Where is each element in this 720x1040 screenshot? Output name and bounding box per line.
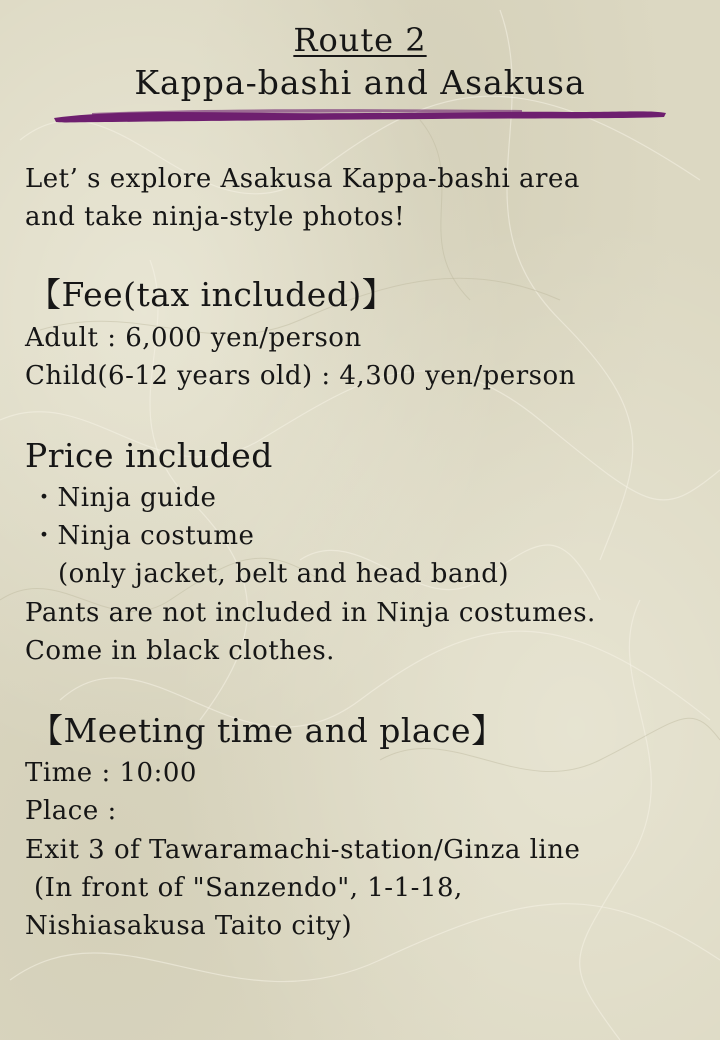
included-item-guide: ・Ninja guide — [31, 483, 217, 513]
intro-line-2: and take ninja-style photos! — [25, 202, 406, 232]
meeting-place-label: Place : — [25, 796, 117, 826]
costume-note: (only jacket, belt and head band) — [58, 559, 509, 589]
pants-note: Pants are not included in Ninja costumes. — [25, 598, 596, 628]
intro-line-1: Let’ s explore Asakusa Kappa-bashi area — [25, 164, 580, 194]
route-subtitle: Kappa-bashi and Asakusa — [134, 63, 586, 102]
title-block — [0, 20, 720, 106]
meeting-place-line-3: Nishiasakusa Taito city) — [25, 911, 353, 941]
meeting-place-line-2: (In front of "Sanzendo", 1-1-18, — [34, 873, 463, 903]
meeting-time: Time : 10:00 — [25, 758, 197, 788]
included-heading: Price included — [25, 436, 273, 475]
meeting-heading: 【Meeting time and place】 — [30, 711, 505, 750]
fee-heading: 【Fee(tax included)】 — [28, 275, 396, 314]
meeting-place-line-1: Exit 3 of Tawaramachi-station/Ginza line — [25, 835, 581, 865]
clothes-note: Come in black clothes. — [25, 636, 335, 666]
included-item-costume: ・Ninja costume — [31, 521, 255, 551]
route-title: Route 2 — [293, 21, 427, 59]
fee-child: Child(6-12 years old) : 4,300 yen/person — [25, 361, 576, 391]
fee-adult: Adult : 6,000 yen/person — [25, 323, 362, 353]
brush-stroke-divider — [52, 104, 668, 126]
